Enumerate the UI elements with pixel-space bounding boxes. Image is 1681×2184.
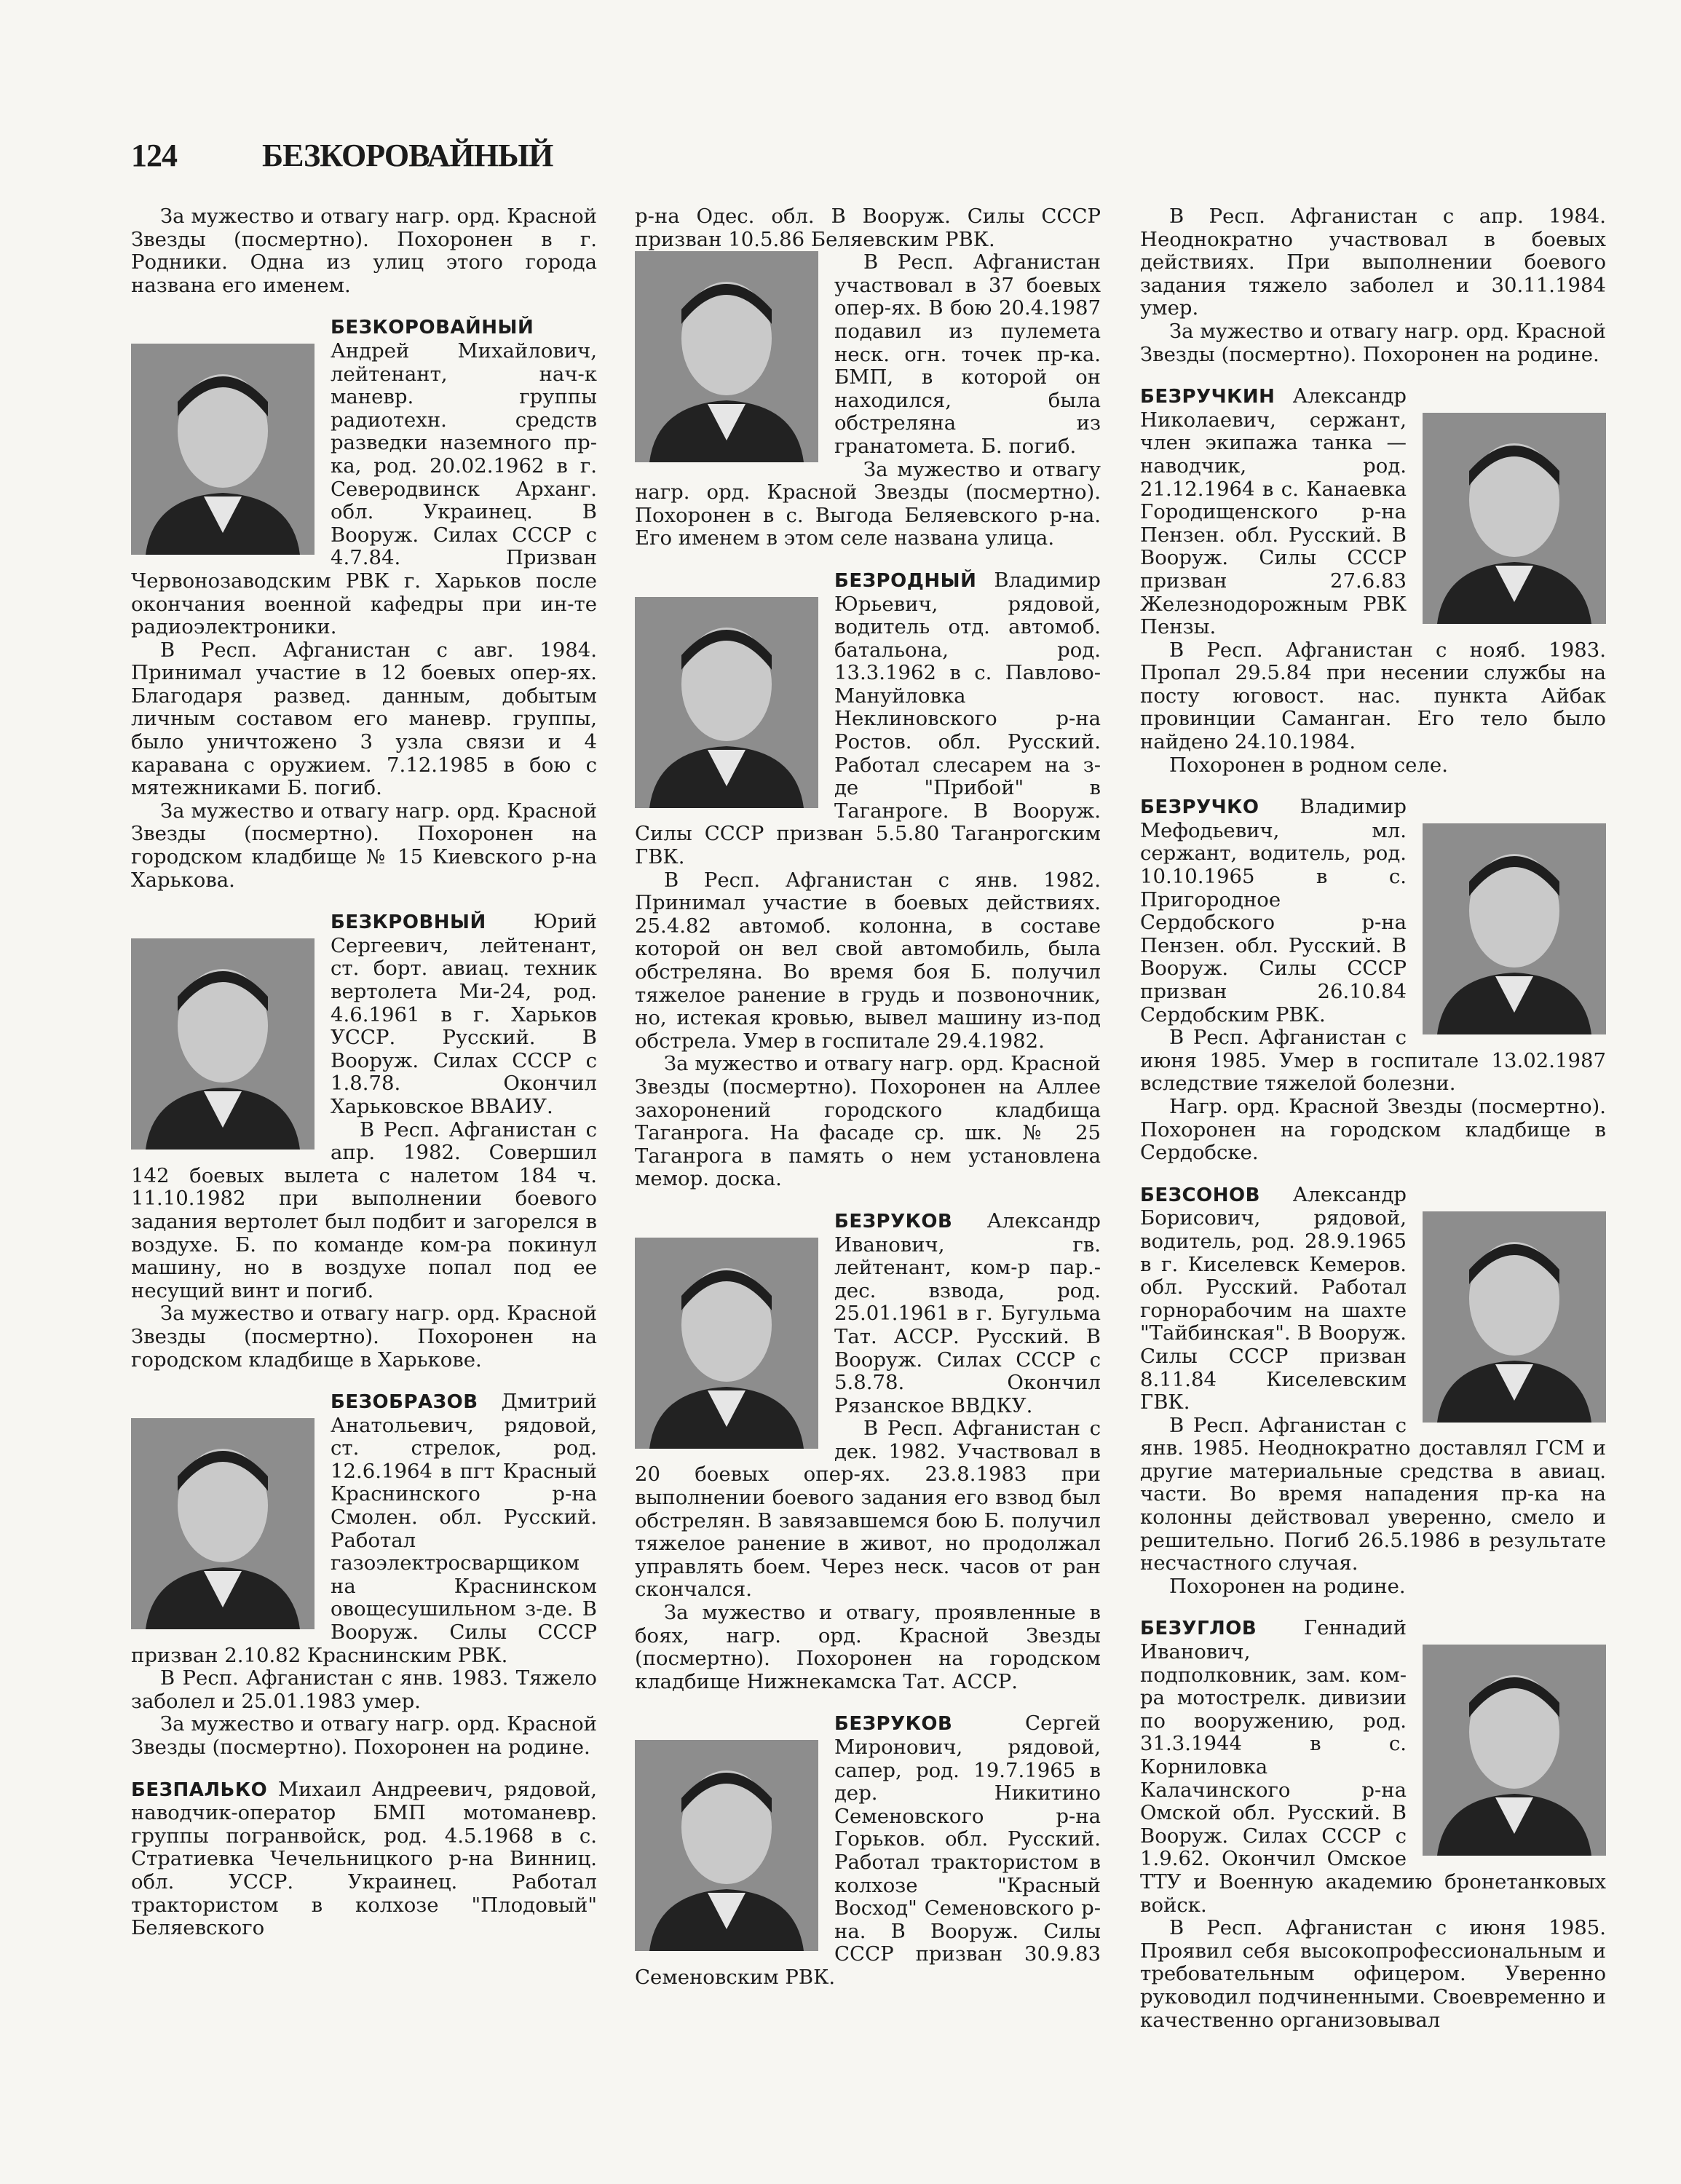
entry-lead [635,1210,1101,1417]
lead-text: Андрей Михайлович, лейтенант, нач-к маневр. группы радиотехн. средств разведки наземного пр-ка, род. 20.02.1962 в г. Северодвинск Арханг. обл. Украинец. В Вооруж. Силах СССР с 4.7.84. Призван Червонозаводским РВК г. Харьков после окончания военной кафедры при ин-те радиоэлектроники. [131,339,597,639]
paragraph: В Респ. Афганистан с янв. 1983. Тяжело заболел и 25.01.1983 умер. [131,1666,597,1713]
portrait-photo [635,1238,818,1449]
entry-continuation [1140,205,1606,366]
portrait-photo [131,344,315,555]
paragraph: В Респ. Афганистан с июня 1985. Умер в госпитале 13.02.1987 вследствие тяжелой болезни. [1140,1026,1606,1096]
entry-bezkrovny [131,911,597,1372]
lead-text: Геннадий Иванович, подполковник, зам. ком-ра мотострелк. дивизии по вооружению, род. 31.3.1944 в с. Корниловка Калачинского р-на Омской обл. Русский. В Вооруж. Силах СССР с 1.9.62. Окончил Омское ТТУ и Военную академию бронетанковых войск. [1140,1616,1606,1917]
portrait-photo [635,251,818,462]
column-2 [635,205,1101,2009]
portrait-photo [1423,1211,1606,1423]
lead-text: Дмитрий Анатольевич, рядовой, ст. стрелок, род. 12.6.1964 в пгт Красный Краснинского р-на Смолен. обл. Русский. Работал газоэлектросварщиком на Краснинском овощесушильном з-де. В Вооруж. Силы СССР призван 2.10.82 Краснинским РВК. [131,1390,597,1667]
paragraph: Похоронен на родине. [1169,1574,1406,1598]
entry-bezrodny [635,569,1101,1191]
paragraph: В Респ. Афганистан с апр. 1982. Совершил 142 боевых вылета с налетом 184 ч. 11.10.1982 при выполнении боевого задания вертолет был подбит и загорелся в воздухе. Б. по команде ком-ра покинул машину, но в воздухе попал под ее несущий винт и погиб. [131,1117,597,1302]
surname: БЕЗСОНОВ [1140,1184,1260,1206]
entry-lead [1140,796,1606,1026]
page-number: 124 [131,138,177,173]
portrait-photo [131,1418,315,1629]
portrait-photo [1423,413,1606,624]
paragraph: В Респ. Афганистан с авг. 1984. Принимал участие в 12 боевых опер-ях. Благодаря развед. данным, добытым личным составом его маневр. группы, было уничтожено 3 узла связи и 4 каравана с оружием. 7.12.1985 в бою с мятежниками Б. погиб. [131,638,597,800]
paragraph: В Респ. Афганистан с апр. 1984. Неоднократно участвовал в боевых действиях. При выполнении боевого задания тяжело заболел и 30.11.1984 умер. [1140,205,1606,320]
lead-text: Владимир Юрьевич, рядовой, водитель отд. автомоб. батальона, род. 13.3.1962 в с. Павлово-Мануйловка Неклиновского р-на Ростов. обл. Русский. Работал слесарем на з-де "Прибой" в Таганроге. В Вооруж. Силы СССР призван 5.5.80 Таганрогским ГВК. [635,568,1101,869]
entry-lead [131,1779,597,1940]
entry-bezruchko [1140,796,1606,1165]
surname: БЕЗРУКОВ [834,1210,953,1233]
entry-bezruchkin [1140,385,1606,777]
surname: БЕЗПАЛЬКО [131,1779,268,1801]
paragraph: За мужество и отвагу нагр. орд. Красной Звезды (посмертно). Похоронен на городском кладбище в Харькове. [131,1302,597,1372]
entry-bezobrazov [131,1390,597,1760]
entry-bezuglov [1140,1617,1606,2032]
lead-text: Александр Николаевич, сержант, член экипажа танка — наводчик, род. 21.12.1964 в с. Канаевка Городищенского р-на Пензен. обл. Русский. В Вооруж. Силы СССР призван 27.6.83 Железнодорожным РВК Пензы. [1140,384,1407,639]
lead-text: Михаил Андреевич, рядовой, наводчик-оператор БМП мотоманевр. группы погранвойск, род. 4.5.1968 в с. Стратиевка Чечельницкого р-на Винниц. обл. УССР. Украинец. Работал трактористом в колхозе "Плодовый" Беляевского [131,1777,597,1940]
lead-text: Сергей Миронович, рядовой, сапер, род. 19.7.1965 в дер. Никитино Семеновского р-на Горьков. обл. Русский. Работал трактористом в колхозе "Красный Восход" Семеновского р-на. В Вооруж. Силы СССР призван 30.9.83 Семеновским РВК. [635,1712,1101,1989]
portrait-photo [1423,1645,1606,1856]
portrait-photo [635,1740,818,1951]
paragraph: За мужество и отвагу, проявленные в боях, нагр. орд. Красной Звезды (посмертно). Похоронен на городском кладбище Нижнекамска Тат. АССР. [635,1601,1101,1693]
paragraph: В Респ. Афганистан с нояб. 1983. Пропал 29.5.84 при несении службы на посту юговост. нас. пункта Айбак провинции Саманган. Его тело было найдено 24.10.1984. [1140,638,1606,754]
paragraph: В Респ. Афганистан с дек. 1982. Участвовал в 20 боевых опер-ях. 23.8.1983 при выполнении боевого задания его взвод был обстрелян. В завязавшемся бою Б. получил тяжелое ранение в живот, но продолжал управлять боем. Через неск. часов от ран скончался. [635,1417,1101,1602]
paragraph: Нагр. орд. Красной Звезды (посмертно). Похоронен на городском кладбище в Сердобске. [1140,1094,1606,1165]
running-title: БЕЗКОРОВАЙНЫЙ [262,138,553,173]
paragraph: В Респ. Афганистан с янв. 1985. Неоднократно доставлял ГСМ и другие материальные средства в авиац. части. Во время нападения пр-ка на колонны действовал уверенно, смело и решительно. Погиб 26.5.1986 в результате несчастного случая. [1140,1413,1606,1575]
lead-text: Александр Борисович, рядовой, водитель, род. 28.9.1965 в г. Киселевск Кемеров. обл. Русский. Работал горнорабочим на шахте "Тайбинская". В Вооруж. Силы СССР призван 8.11.84 Киселевским ГВК. [1140,1182,1407,1415]
paragraph: Похоронен в родном селе. [1169,753,1448,777]
paragraph: В Респ. Афганистан участвовал в 37 боевых опер-ях. В бою 20.4.1987 подавил из пулемета неск. огн. точек пр-ка. БМП, в которой он находился, была обстреляна из гранатомета. Б. погиб. [834,250,1101,458]
paragraph: р-на Одес. обл. В Вооруж. Силы СССР призван 10.5.86 Беляевским РВК. [635,205,1101,251]
paragraph: За мужество и отвагу нагр. орд. Красной Звезды (посмертно). Похоронен на родине. [1140,319,1606,366]
entry-bezsonov [1140,1184,1606,1599]
entry-bezpalko [131,1779,597,1940]
surname: БЕЗРОДНЫЙ [834,569,977,592]
paragraph: За мужество и отвагу нагр. орд. Красной Звезды (посмертно). Похоронен в г. Родники. Одна из улиц этого города названа его именем. [131,205,597,297]
paragraph: В Респ. Афганистан с июня 1985. Проявил себя высокопрофессиональным и требовательным офицером. Уверенно руководил подчиненными. Своевременно и качественно организовывал [1140,1916,1606,2032]
entry-bezkorovainy [131,316,597,892]
page-header [131,137,553,174]
lead-text: Юрий Сергеевич, лейтенант, ст. борт. авиац. техник вертолета Ми-24, род. 4.6.1961 в г. Харьков УССР. Русский. В Вооруж. Силах СССР с 1.8.78. Окончил Харьковское ВВАИУ. [331,910,597,1118]
paragraph: В Респ. Афганистан с янв. 1982. Принимал участие в боевых действиях. 25.4.82 автомоб. колонна, в составе которой он вел свой автомобиль, была обстреляна. Во время боя Б. получил тяжелое ранение в грудь и позвоночник, но, истекая кровью, вывел машину из-под обстрела. Умер в госпитале 29.4.1982. [635,868,1101,1053]
entry-bezrukov-sergei [635,1712,1101,1989]
entry-bezrukov-alexander [635,1210,1101,1693]
surname: БЕЗКРОВНЫЙ [331,911,486,934]
surname: БЕЗРУКОВ [834,1713,953,1736]
paragraph: За мужество и отвагу нагр. орд. Красной Звезды (посмертно). Похоронен на Аллее захоронений городского кладбища Таганрога. На фасаде ср. шк. № 25 Таганрога в память о нем установлена мемор. доска. [635,1052,1101,1191]
surname: БЕЗУГЛОВ [1140,1618,1257,1640]
entry-lead [131,316,597,638]
entry-lead [131,1390,597,1667]
column-3 [1140,205,1606,2051]
column-1 [131,205,597,1959]
entry-continuation [635,205,1101,550]
entry-lead [131,911,597,1118]
entry-continuation [131,205,597,297]
entry-lead [1140,1617,1606,1917]
portrait-photo [635,597,818,808]
surname: БЕЗРУЧКИН [1140,386,1275,408]
surname: БЕЗКОРОВАЙНЫЙ [331,317,534,339]
paragraph: За мужество и отвагу нагр. орд. Красной Звезды (посмертно). Похоронен на городском кладбище № 15 Киевского р-на Харькова. [131,799,597,892]
paragraph: За мужество и отвагу нагр. орд. Красной Звезды (посмертно). Похоронен на родине. [131,1712,597,1759]
lead-text: Александр Иванович, гв. лейтенант, ком-р пар.-дес. взвода, род. 25.01.1961 в г. Бугульма Тат. АССР. Русский. В Вооруж. Силах СССР с 5.8.78. Окончил Рязанское ВВДКУ. [834,1208,1101,1417]
surname: БЕЗОБРАЗОВ [331,1391,478,1414]
entry-lead [1140,1184,1606,1415]
entry-lead [635,1712,1101,1989]
entry-lead [635,569,1101,869]
portrait-photo [1423,823,1606,1034]
entry-lead [1140,385,1606,639]
surname: БЕЗРУЧКО [1140,796,1259,819]
paragraph: За мужество и отвагу нагр. орд. Красной Звезды (посмертно). Похоронен в с. Выгода Беляевского р-на. Его именем в этом селе названа улица. [635,457,1101,550]
lead-text: Владимир Мефодьевич, мл. сержант, водитель, род. 10.10.1965 в с. Пригородное Сердобского р-на Пензен. обл. Русский. В Вооруж. Силы СССР призван 26.10.84 Сердобским РВК. [1140,795,1407,1026]
portrait-photo [131,938,315,1150]
